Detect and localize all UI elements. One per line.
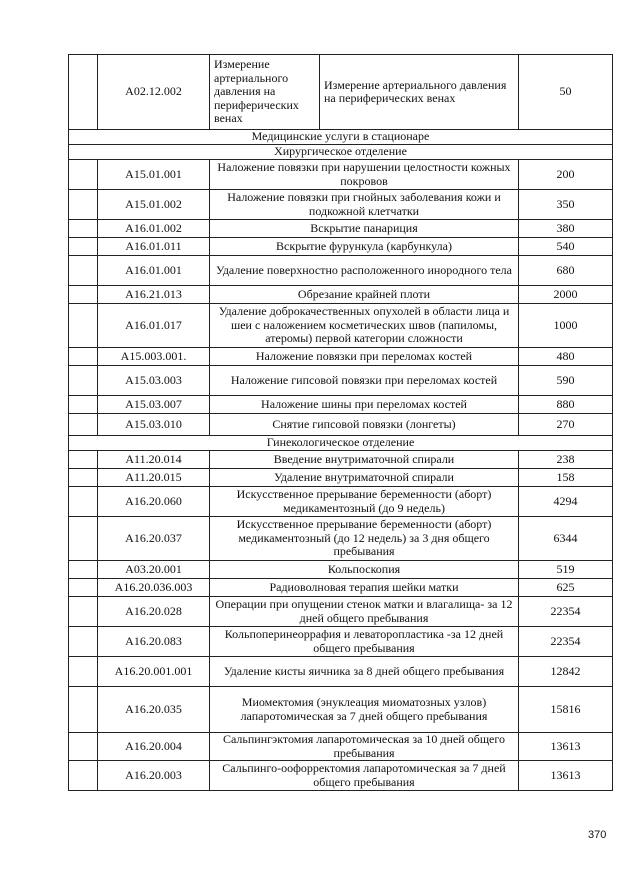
service-name: Радиоволновая терапия шейки матки <box>210 579 519 597</box>
empty-cell <box>69 517 98 561</box>
empty-cell <box>69 190 98 220</box>
service-price: 519 <box>519 561 613 579</box>
service-name: Вскрытие фурункула (карбункула) <box>210 238 519 256</box>
service-code: A15.03.003 <box>98 366 210 396</box>
service-name: Сальпинго-оофорректомия лапаротомическая за 7 дней общего пребывания <box>210 761 519 791</box>
empty-cell <box>69 160 98 190</box>
gynecology-table-body <box>69 451 613 791</box>
empty-cell <box>69 414 98 436</box>
service-code: A02.12.002 <box>98 55 210 130</box>
service-price: 350 <box>519 190 613 220</box>
service-code: A16.20.083 <box>98 627 210 657</box>
service-code: A11.20.014 <box>98 451 210 469</box>
empty-cell <box>69 487 98 517</box>
table-row <box>69 190 613 220</box>
service-name-full: Измерение артериального давления на периферических венах <box>320 55 519 130</box>
service-code: A16.01.017 <box>98 304 210 348</box>
table-row <box>69 286 613 304</box>
section-row <box>69 130 613 145</box>
table-row <box>69 517 613 561</box>
table-row <box>69 487 613 517</box>
service-name: Введение внутриматочной спирали <box>210 451 519 469</box>
empty-cell <box>69 286 98 304</box>
table-row <box>69 597 613 627</box>
service-code: A16.20.036.003 <box>98 579 210 597</box>
table-row <box>69 304 613 348</box>
price-table-container <box>68 54 584 791</box>
service-name: Искусственное прерывание беременности (аборт) медикаментозный (до 9 недель) <box>210 487 519 517</box>
service-name: Обрезание крайней плоти <box>210 286 519 304</box>
service-price: 270 <box>519 414 613 436</box>
service-code: A15.03.007 <box>98 396 210 414</box>
service-name: Сальпингэктомия лапаротомическая за 10 дней общего пребывания <box>210 733 519 761</box>
service-code: A16.21.013 <box>98 286 210 304</box>
service-name: Удаление кисты яичника за 8 дней общего пребывания <box>210 657 519 687</box>
section-title: Гинекологическое отделение <box>69 436 613 451</box>
empty-cell <box>69 761 98 791</box>
section-title: Хирургическое отделение <box>69 145 613 160</box>
section-title: Медицинские услуги в стационаре <box>69 130 613 145</box>
table-row <box>69 657 613 687</box>
service-code: A03.20.001 <box>98 561 210 579</box>
service-name: Вскрытие панариция <box>210 220 519 238</box>
table-row <box>69 733 613 761</box>
service-code: A11.20.015 <box>98 469 210 487</box>
table-row <box>69 220 613 238</box>
table-row <box>69 414 613 436</box>
empty-cell <box>69 733 98 761</box>
empty-cell <box>69 657 98 687</box>
table-row <box>69 451 613 469</box>
empty-cell <box>69 366 98 396</box>
empty-cell <box>69 597 98 627</box>
service-price: 540 <box>519 238 613 256</box>
service-price: 13613 <box>519 733 613 761</box>
table-row <box>69 160 613 190</box>
service-price: 590 <box>519 366 613 396</box>
empty-cell <box>69 55 98 130</box>
service-code: A16.20.004 <box>98 733 210 761</box>
service-price: 625 <box>519 579 613 597</box>
service-code: A16.20.028 <box>98 597 210 627</box>
service-code: A15.01.001 <box>98 160 210 190</box>
service-name-short: Измерение артериального давления на периферических венах <box>210 55 320 130</box>
table-row <box>69 55 613 130</box>
table-row <box>69 256 613 286</box>
service-name: Кольпоперинеоррафия и леваторопластика -за 12 дней общего пребывания <box>210 627 519 657</box>
service-name: Миомектомия (энуклеация миоматозных узлов) лапаротомическая за 7 дней общего пребывания <box>210 687 519 733</box>
section-row <box>69 436 613 451</box>
service-price: 238 <box>519 451 613 469</box>
service-code: A16.20.001.001 <box>98 657 210 687</box>
table-row <box>69 396 613 414</box>
surgery-table-body <box>69 160 613 436</box>
service-name: Удаление доброкачественных опухолей в области лица и шеи с наложением косметических швов (папиломы, атеромы) первой категории сложности <box>210 304 519 348</box>
service-price: 1000 <box>519 304 613 348</box>
empty-cell <box>69 220 98 238</box>
table-row <box>69 469 613 487</box>
service-price: 380 <box>519 220 613 238</box>
table-row <box>69 561 613 579</box>
section-row <box>69 145 613 160</box>
table-row <box>69 366 613 396</box>
service-price: 22354 <box>519 627 613 657</box>
price-table <box>68 54 613 791</box>
service-price: 12842 <box>519 657 613 687</box>
service-code: A15.003.001. <box>98 348 210 366</box>
page-number: 370 <box>588 829 607 841</box>
empty-cell <box>69 238 98 256</box>
empty-cell <box>69 256 98 286</box>
service-name: Наложение повязки при гнойных заболевания кожи и подкожной клетчатки <box>210 190 519 220</box>
empty-cell <box>69 396 98 414</box>
service-name: Снятие гипсовой повязки (лонгеты) <box>210 414 519 436</box>
service-code: A15.01.002 <box>98 190 210 220</box>
table-row <box>69 579 613 597</box>
service-code: A16.20.003 <box>98 761 210 791</box>
service-price: 200 <box>519 160 613 190</box>
service-code: A16.01.001 <box>98 256 210 286</box>
empty-cell <box>69 348 98 366</box>
table-row <box>69 238 613 256</box>
service-price: 880 <box>519 396 613 414</box>
empty-cell <box>69 469 98 487</box>
service-price: 4294 <box>519 487 613 517</box>
service-name: Удаление внутриматочной спирали <box>210 469 519 487</box>
service-price: 6344 <box>519 517 613 561</box>
service-code: A16.01.011 <box>98 238 210 256</box>
service-price: 13613 <box>519 761 613 791</box>
service-price: 50 <box>519 55 613 130</box>
service-price: 158 <box>519 469 613 487</box>
service-name: Наложение гипсовой повязки при переломах костей <box>210 366 519 396</box>
service-name: Наложение повязки при переломах костей <box>210 348 519 366</box>
empty-cell <box>69 579 98 597</box>
table-row <box>69 687 613 733</box>
service-code: A15.03.010 <box>98 414 210 436</box>
service-price: 22354 <box>519 597 613 627</box>
service-name: Наложение шины при переломах костей <box>210 396 519 414</box>
service-code: A16.20.060 <box>98 487 210 517</box>
empty-cell <box>69 627 98 657</box>
empty-cell <box>69 687 98 733</box>
empty-cell <box>69 561 98 579</box>
table-row <box>69 348 613 366</box>
service-price: 2000 <box>519 286 613 304</box>
service-price: 480 <box>519 348 613 366</box>
service-price: 15816 <box>519 687 613 733</box>
table-row <box>69 627 613 657</box>
service-name: Операции при опущении стенок матки и влагалища- за 12 дней общего пребывания <box>210 597 519 627</box>
service-name: Удаление поверхностно расположенного инородного тела <box>210 256 519 286</box>
service-code: A16.01.002 <box>98 220 210 238</box>
service-code: A16.20.035 <box>98 687 210 733</box>
service-name: Кольпоскопия <box>210 561 519 579</box>
service-name: Наложение повязки при нарушении целостности кожных покровов <box>210 160 519 190</box>
service-price: 680 <box>519 256 613 286</box>
service-code: A16.20.037 <box>98 517 210 561</box>
table-row <box>69 761 613 791</box>
empty-cell <box>69 451 98 469</box>
service-name: Искусственное прерывание беременности (аборт) медикаментозный (до 12 недель) за 3 дня общего пребывания <box>210 517 519 561</box>
empty-cell <box>69 304 98 348</box>
